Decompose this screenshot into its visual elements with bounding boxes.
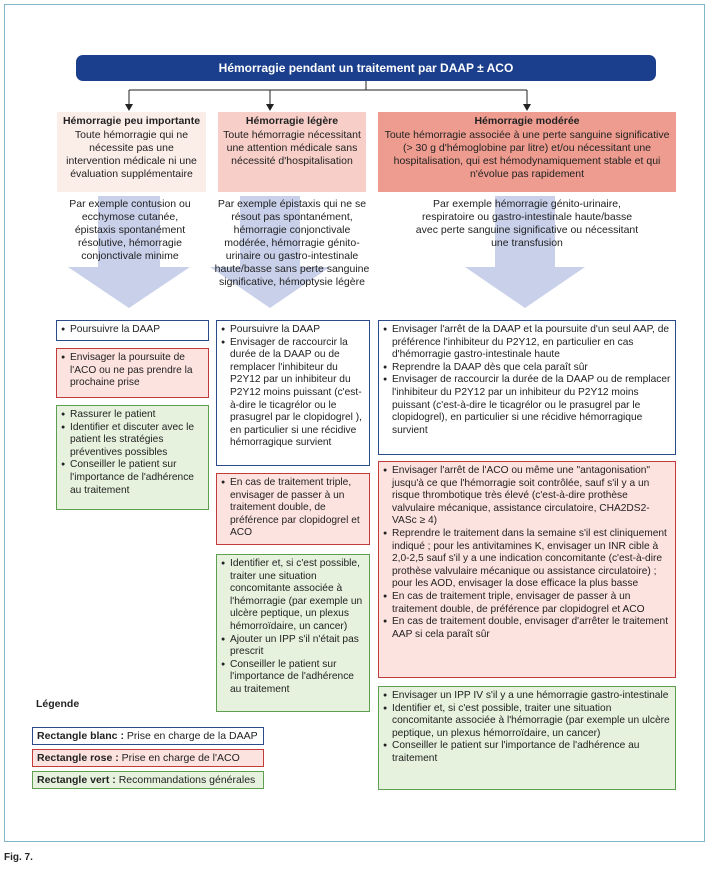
list-item: ● En cas de traitement double, envisager d'arrêter le traitement AAP si cela paraît sûr xyxy=(383,616,671,641)
list-item: ● Poursuivre la DAAP xyxy=(221,324,365,337)
legend-item-white xyxy=(32,727,264,745)
legend-key: Rectangle vert : xyxy=(37,774,116,786)
col3-aco-box xyxy=(378,461,676,678)
category-heading: Hémorragie modérée xyxy=(474,115,580,127)
list-item: ● Identifier et discuter avec le patient les stratégies préventives possibles xyxy=(61,422,204,460)
list-item: ● Envisager de raccourcir la durée de la DAAP ou de remplacer l'inhibiteur du P2Y12 par un inhibiteur du P2Y12 moins puissant (c'est-à-dire le ticagrélor ou le prasugrel par le clopidogrel), en particulier si une récidive hémorragique survient xyxy=(383,374,671,437)
category-body: Toute hémorragie qui ne nécessite pas une intervention médicale ni une évaluation supplémentaire xyxy=(66,129,197,180)
col3-general-box xyxy=(378,686,676,790)
category-heading: Hémorragie peu importante xyxy=(62,115,201,127)
list-item: ● Conseiller le patient sur l'importance de l'adhérence au traitement xyxy=(383,740,671,765)
category-body: Toute hémorragie associée à une perte sanguine significative (> 30 g d'hémoglobine par litre) et/ou nécessitant une hospitalisation, qui est hémodynamiquement stable et qui n'évolue pas rapidement xyxy=(384,129,670,180)
list-item: ● Envisager la poursuite de l'ACO ou ne pas prendre la prochaine prise xyxy=(61,352,204,390)
legend-text: Prise en charge de l'ACO xyxy=(121,752,240,764)
figure-label: Fig. 7. xyxy=(4,852,33,863)
list-item: ● Conseiller le patient sur l'importance de l'adhérence au traitement xyxy=(61,459,204,497)
list-item: ● En cas de traitement triple, envisager de passer à un traitement double, de préférence par clopidogrel et ACO xyxy=(221,477,365,540)
category-peu-importante xyxy=(57,112,206,192)
category-legere xyxy=(218,112,366,192)
example-legere: Par exemple épistaxis qui ne se résout pas spontanément, hémorragie conjonctivale modérée, hémorragie génito-urinaire ou gastro-intestinale haute/basse sans perte sanguine significative, hémoptysie légère xyxy=(214,198,370,288)
category-moderee xyxy=(378,112,676,192)
list-item: ● En cas de traitement triple, envisager de passer à un traitement double, de préférence par clopidogrel et ACO xyxy=(383,591,671,616)
col1-general-box xyxy=(56,405,209,510)
col1-daap-box xyxy=(56,320,209,341)
legend-item-pink xyxy=(32,749,264,767)
col3-daap-box xyxy=(378,320,676,455)
list-item: ● Identifier et, si c'est possible, traiter une situation concomitante associée à l'hémorragie (par exemple un ulcère peptique, un plexus hémorroïdaire, un cancer) xyxy=(221,558,365,634)
list-item: ● Identifier et, si c'est possible, traiter une situation concomitante associée à l'hémorragie (par exemple un ulcère peptique, un plexus hémorroïdaire, un cancer) xyxy=(383,703,671,741)
legend-text: Prise en charge de la DAAP xyxy=(126,730,258,742)
list-item: ● Envisager un IPP IV s'il y a une hémorragie gastro-intestinale xyxy=(383,690,671,703)
list-item: ● Envisager de raccourcir la durée de la DAAP ou de remplacer l'inhibiteur du P2Y12 par un inhibiteur du P2Y12 moins puissant (c'est-à-dire le ticagrélor ou le prasugrel par le clopidogrel ), en particulier si une récidive hémorragique survient xyxy=(221,337,365,450)
list-item: ● Reprendre la DAAP dès que cela paraît sûr xyxy=(383,362,671,375)
col2-daap-box xyxy=(216,320,370,466)
list-item: ● Envisager l'arrêt de l'ACO ou même une "antagonisation" jusqu'à ce que l'hémorragie soit contrôlée, sauf s'il y a un risque thrombotique très élevé (c'est-à-dire prothèse valvulaire mécanique, assistance circulatoire, CHA2DS2-VASc ≥ 4) xyxy=(383,465,671,528)
list-item: ● Conseiller le patient sur l'importance de l'adhérence au traitement xyxy=(221,659,365,697)
list-item: ● Rassurer le patient xyxy=(61,409,204,422)
category-body: Toute hémorragie nécessitant une attention médicale sans nécessité d'hospitalisation xyxy=(223,129,361,167)
list-item: ● Reprendre le traitement dans la semaine s'il est cliniquement indiqué ; pour les antivitamines K, envisager un INR cible à 2,0-2,5 sauf s'il y a une indication concomitante (c'est-à-dire prothèse valvulaire mécanique ou assistance circulatoire) ; pour les AOD, envisager la dose efficace la plus basse xyxy=(383,528,671,591)
col1-aco-box xyxy=(56,348,209,398)
example-moderee: Par exemple hémorragie génito-urinaire, respiratoire ou gastro-intestinale haute/basse avec perte sanguine significative ou nécessitant une transfusion xyxy=(415,198,639,249)
list-item: ● Poursuivre la DAAP xyxy=(61,324,204,337)
col2-aco-box xyxy=(216,473,370,545)
legend-item-green xyxy=(32,771,264,789)
legend-title: Légende xyxy=(36,698,80,710)
legend-key: Rectangle rose : xyxy=(37,752,119,764)
diagram-title: Hémorragie pendant un traitement par DAAP ± ACO xyxy=(76,55,656,81)
col2-general-box xyxy=(216,554,370,712)
category-heading: Hémorragie légère xyxy=(245,115,339,127)
list-item: ● Ajouter un IPP s'il n'était pas prescrit xyxy=(221,634,365,659)
legend-text: Recommandations générales xyxy=(118,774,256,786)
example-peu-importante: Par exemple contusion ou ecchymose cutanée, épistaxis spontanément résolutive, hémorragie conjonctivale minime xyxy=(69,198,191,262)
legend-key: Rectangle blanc : xyxy=(37,730,124,742)
list-item: ● Envisager l'arrêt de la DAAP et la poursuite d'un seul AAP, de préférence l'inhibiteur du P2Y12, en particulier en cas d'hémorragie gastro-intestinale haute xyxy=(383,324,671,362)
